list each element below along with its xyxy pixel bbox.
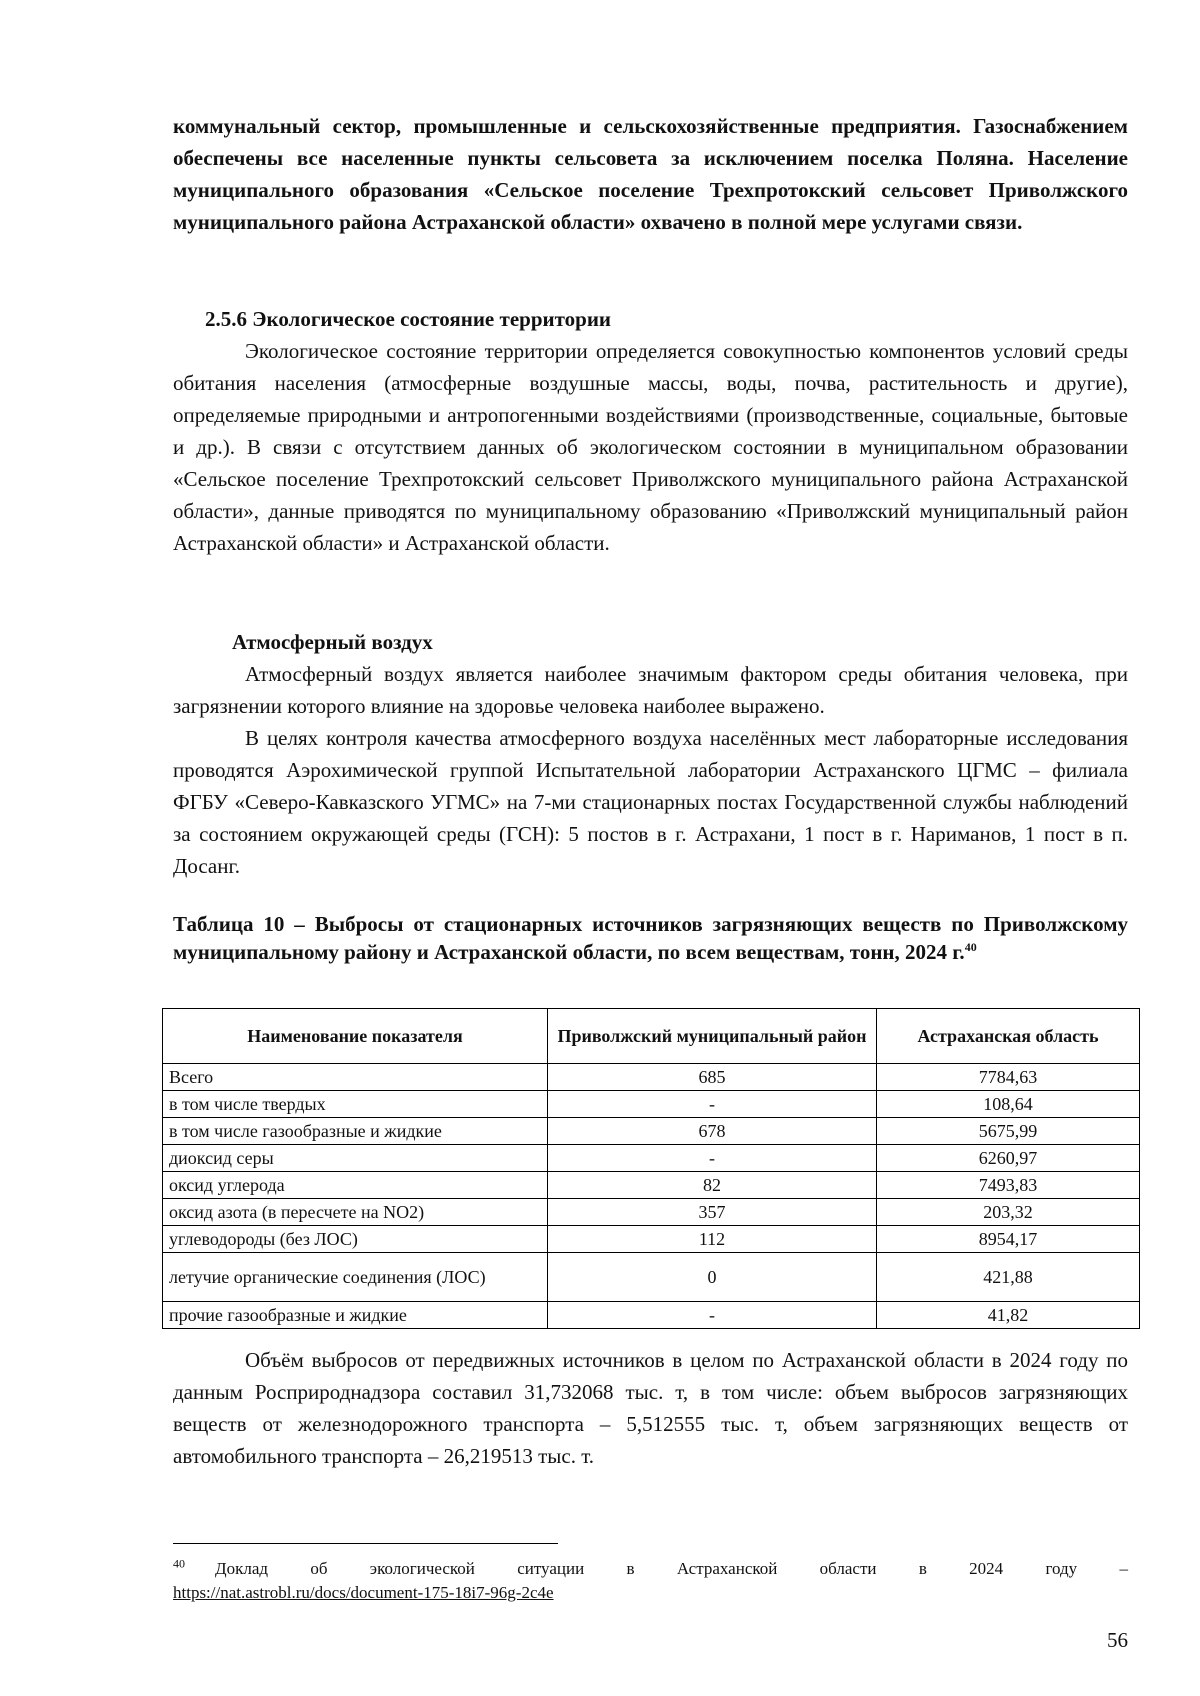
- intro-block: [173, 110, 1128, 238]
- header-region: Астраханская область: [877, 1009, 1140, 1064]
- row-label: диоксид серы: [163, 1145, 548, 1172]
- table-row: [163, 1118, 1140, 1145]
- header-indicator: Наименование показателя: [163, 1009, 548, 1064]
- table-row: [163, 1226, 1140, 1253]
- row-district-value: 685: [548, 1064, 877, 1091]
- emissions-table: [162, 1008, 1140, 1329]
- air-heading: Атмосферный воздух: [232, 630, 433, 654]
- row-district-value: 82: [548, 1172, 877, 1199]
- row-region-value: 7784,63: [877, 1064, 1140, 1091]
- row-region-value: 8954,17: [877, 1226, 1140, 1253]
- row-label: в том числе твердых: [163, 1091, 548, 1118]
- table-row: [163, 1172, 1140, 1199]
- footnote-separator: [173, 1543, 558, 1544]
- row-region-value: 203,32: [877, 1199, 1140, 1226]
- ecology-block: [173, 335, 1128, 559]
- row-region-value: 6260,97: [877, 1145, 1140, 1172]
- row-label: прочие газообразные и жидкие: [163, 1302, 548, 1329]
- mobile-block: [173, 1344, 1128, 1472]
- table-caption-text: Таблица 10 – Выбросы от стационарных источников загрязняющих веществ по Приволжскому муниципальному району и Астраханской области, по всем веществам, тонн, 2024 г.: [173, 912, 1128, 964]
- row-label: летучие органические соединения (ЛОС): [163, 1253, 548, 1302]
- table-row: [163, 1302, 1140, 1329]
- table-row: [163, 1253, 1140, 1302]
- row-label: углеводороды (без ЛОС): [163, 1226, 548, 1253]
- mobile-paragraph: Объём выбросов от передвижных источников в целом по Астраханской области в 2024 году по данным Росприроднадзора составил 31,732068 тыс. т, в том числе: объем выбросов загрязняющих веществ от железнодорожного транспорта – 5,512555 тыс. т, объем загрязняющих веществ от автомобильного транспорта – 26,219513 тыс. т.: [173, 1348, 1128, 1468]
- footnote-link[interactable]: https://nat.astrobl.ru/docs/document-175-18i7-96g-2c4e: [173, 1583, 554, 1602]
- row-region-value: 41,82: [877, 1302, 1140, 1329]
- row-district-value: 0: [548, 1253, 877, 1302]
- table-row: [163, 1199, 1140, 1226]
- footnote-number: 40: [173, 1556, 185, 1571]
- row-district-value: -: [548, 1091, 877, 1118]
- table-caption: [173, 910, 1128, 966]
- table-caption-footnote-ref: 40: [964, 940, 977, 954]
- row-region-value: 421,88: [877, 1253, 1140, 1302]
- row-district-value: -: [548, 1302, 877, 1329]
- intro-paragraph: коммунальный сектор, промышленные и сельскохозяйственные предприятия. Газоснабжением обеспечены все населенные пункты сельсовета за исключением поселка Поляна. Население муниципального образования «Сельское поселение Трехпротокский сельсовет Приволжского муниципального района Астраханской области» охвачено в полной мере услугами связи.: [173, 114, 1128, 234]
- row-label: в том числе газообразные и жидкие: [163, 1118, 548, 1145]
- row-region-value: 108,64: [877, 1091, 1140, 1118]
- row-district-value: 112: [548, 1226, 877, 1253]
- header-district: Приволжский муниципальный район: [548, 1009, 877, 1064]
- table-row: [163, 1145, 1140, 1172]
- footnote-text: Доклад об экологической ситуации в Астраханской области в 2024 году –: [215, 1559, 1128, 1578]
- table-header-row: [163, 1009, 1140, 1064]
- ecology-paragraph: Экологическое состояние территории определяется совокупностью компонентов условий среды обитания населения (атмосферные воздушные массы, воды, почва, растительность и другие), определяемые природными и антропогенными воздействиями (производственные, социальные, бытовые и др.). В связи с отсутствием данных об экологическом состоянии в муниципальном образовании «Сельское поселение Трехпротокский сельсовет Приволжского муниципального района Астраханской области», данные приводятся по муниципальному образованию «Приволжский муниципальный район Астраханской области» и Астраханской области.: [173, 339, 1128, 555]
- air-block: [173, 658, 1128, 882]
- row-label: оксид углерода: [163, 1172, 548, 1199]
- table-row: [163, 1091, 1140, 1118]
- row-district-value: 678: [548, 1118, 877, 1145]
- air-paragraph-1: Атмосферный воздух является наиболее значимым фактором среды обитания человека, при загрязнении которого влияние на здоровье человека наиболее выражено.: [173, 662, 1128, 718]
- air-paragraph-2: В целях контроля качества атмосферного воздуха населённых мест лабораторные исследования проводятся Аэрохимической группой Испытательной лаборатории Астраханского ЦГМС – филиала ФГБУ «Северо-Кавказского УГМС» на 7-ми стационарных постах Государственной службы наблюдений за состоянием окружающей среды (ГСН): 5 постов в г. Астрахани, 1 пост в г. Нариманов, 1 пост в п. Досанг.: [173, 726, 1128, 878]
- page-number: 56: [1107, 1628, 1128, 1652]
- row-region-value: 5675,99: [877, 1118, 1140, 1145]
- row-label: Всего: [163, 1064, 548, 1091]
- row-district-value: 357: [548, 1199, 877, 1226]
- section-heading: 2.5.6 Экологическое состояние территории: [205, 307, 612, 331]
- footnote: [173, 1557, 1128, 1605]
- row-label: оксид азота (в пересчете на NO2): [163, 1199, 548, 1226]
- row-region-value: 7493,83: [877, 1172, 1140, 1199]
- table-row: [163, 1064, 1140, 1091]
- row-district-value: -: [548, 1145, 877, 1172]
